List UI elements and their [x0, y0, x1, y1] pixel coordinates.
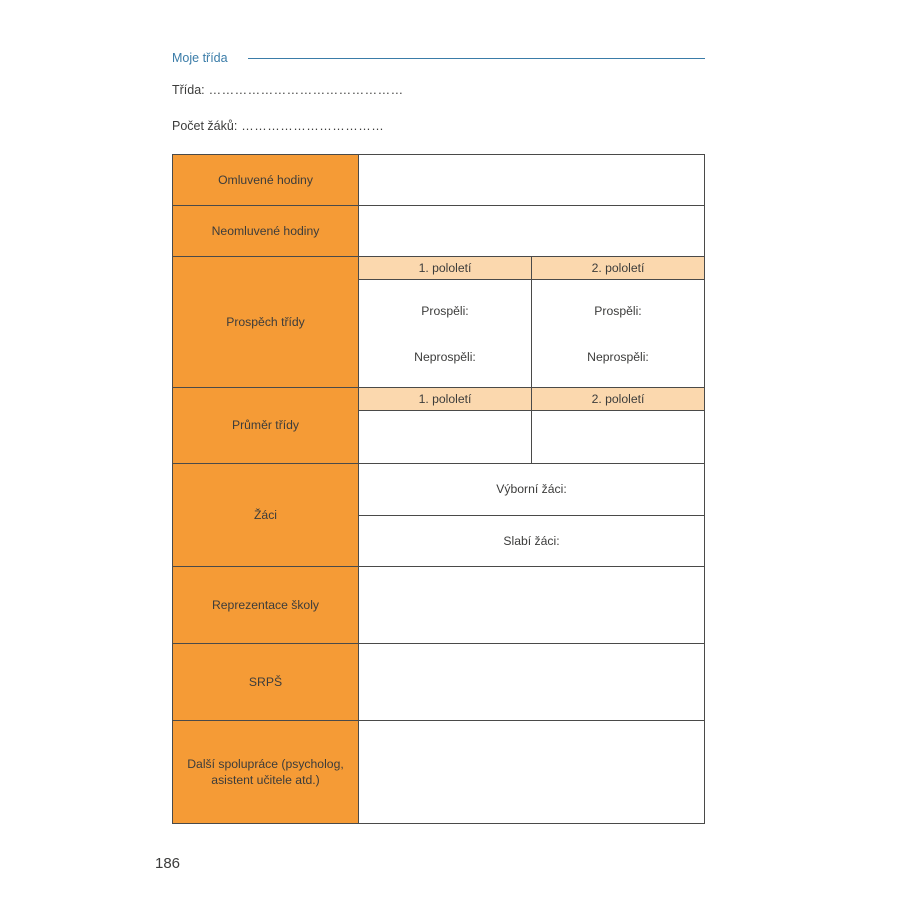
class-average-term1-header: 1. pololetí — [359, 388, 532, 411]
row-value-other-cooperation[interactable] — [359, 721, 704, 823]
class-overview-table — [172, 154, 705, 824]
class-results-term1-passed-label: Prospěli: — [421, 303, 469, 318]
table-row-class-average — [173, 388, 704, 464]
table-row-excused-hours — [173, 155, 704, 206]
field-class-label: Třída: — [172, 83, 205, 97]
row-value-unexcused-hours[interactable] — [359, 206, 704, 256]
class-average-term2-value[interactable] — [532, 411, 704, 463]
page-number: 186 — [155, 855, 181, 872]
class-average-columns — [359, 388, 704, 463]
table-row-school-representation — [173, 567, 704, 644]
field-student-count-label: Počet žáků: — [172, 119, 238, 133]
table-row-unexcused-hours — [173, 206, 704, 257]
students-subrows — [359, 464, 704, 566]
field-student-count — [172, 119, 384, 133]
row-label-unexcused-hours: Neomluvené hodiny — [173, 206, 359, 256]
class-results-term1-failed-label: Neprospěli: — [414, 349, 476, 364]
field-class — [172, 83, 404, 97]
row-label-school-representation: Reprezentace školy — [173, 567, 359, 643]
row-label-class-results: Prospěch třídy — [173, 257, 359, 387]
page-title: Moje třída — [172, 51, 228, 65]
class-average-headers — [359, 388, 704, 411]
class-results-bodies — [359, 280, 704, 387]
row-value-school-representation[interactable] — [359, 567, 704, 643]
class-average-term1-value[interactable] — [359, 411, 532, 463]
class-results-term1-header: 1. pololetí — [359, 257, 532, 280]
class-results-term2-failed-label: Neprospěli: — [587, 349, 649, 364]
row-label-class-average: Průměr třídy — [173, 388, 359, 463]
class-average-bodies — [359, 411, 704, 463]
row-label-other-cooperation: Další spolupráce (psycholog, asistent učitele atd.) — [173, 721, 359, 823]
class-results-columns — [359, 257, 704, 387]
class-results-headers — [359, 257, 704, 280]
header-divider — [248, 58, 705, 59]
row-label-srps: SRPŠ — [173, 644, 359, 720]
row-value-srps[interactable] — [359, 644, 704, 720]
field-class-dots[interactable]: ……………………………………… — [204, 83, 404, 97]
class-average-term2-header: 2. pololetí — [532, 388, 704, 411]
table-row-other-cooperation — [173, 721, 704, 823]
class-results-term1-body[interactable] — [359, 280, 532, 387]
row-label-excused-hours: Omluvené hodiny — [173, 155, 359, 205]
page-header — [172, 48, 705, 68]
table-row-students — [173, 464, 704, 567]
row-value-excused-hours[interactable] — [359, 155, 704, 205]
row-label-students: Žáci — [173, 464, 359, 566]
class-results-term2-passed-label: Prospěli: — [594, 303, 642, 318]
table-row-class-results — [173, 257, 704, 388]
class-results-term2-header: 2. pololetí — [532, 257, 704, 280]
students-weak-cell[interactable]: Slabí žáci: — [503, 533, 560, 548]
field-student-count-dots[interactable]: …………………………… — [237, 119, 385, 133]
table-row-srps — [173, 644, 704, 721]
class-results-term2-body[interactable] — [532, 280, 704, 387]
students-excellent-cell[interactable]: Výborní žáci: — [359, 464, 704, 516]
